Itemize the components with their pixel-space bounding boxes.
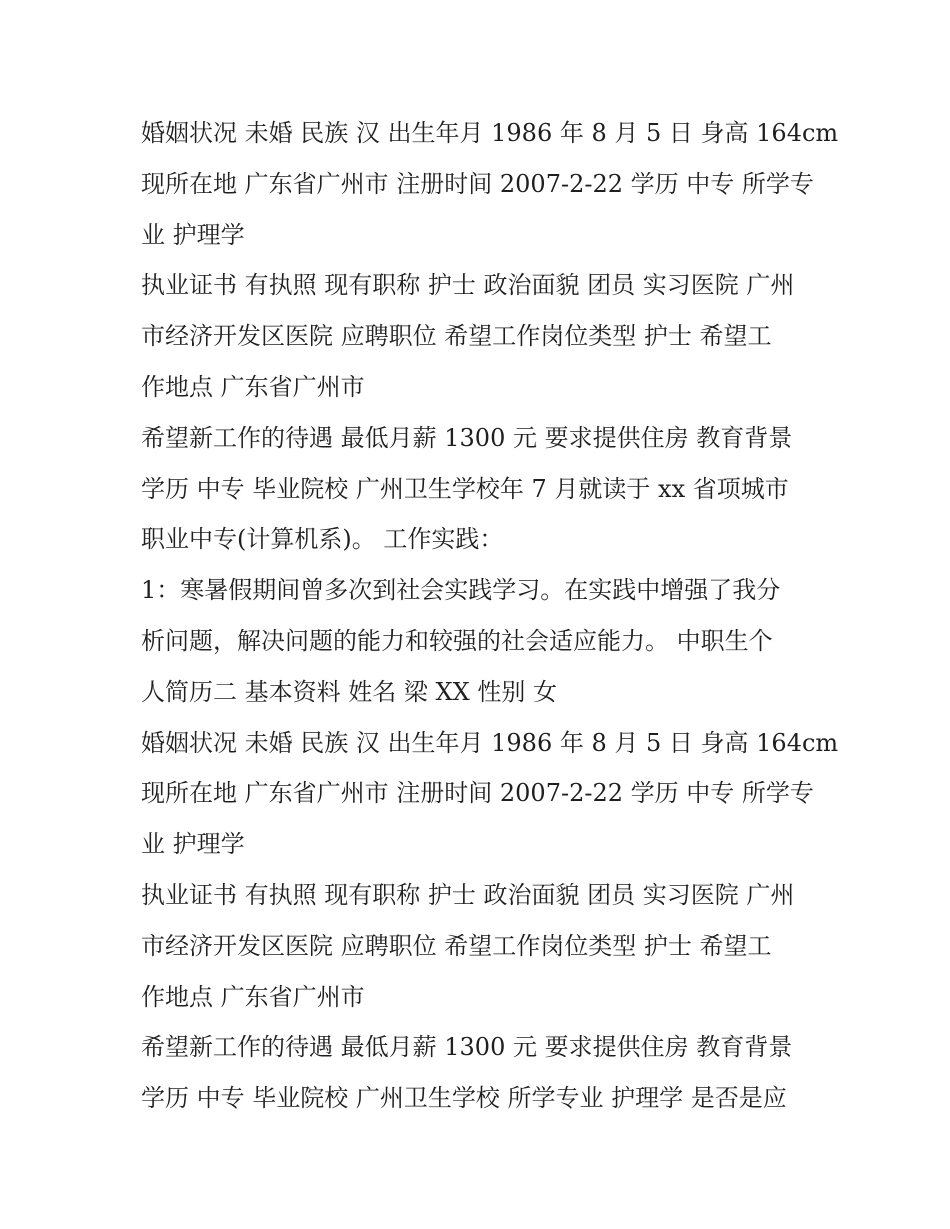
text-line: 职业中专(计算机系)。 工作实践： <box>141 525 504 554</box>
text-line: 析问题，解决问题的能力和较强的社会适应能力。 中职生个 <box>141 626 773 655</box>
text-line: 学历 中专 毕业院校 广州卫生学校年 7 月就读于 xx 省项城市 <box>141 474 789 503</box>
text-line: 现所在地 广东省广州市 注册时间 2007-2-22 学历 中专 所学专 <box>141 779 814 808</box>
document-body <box>141 108 839 1124</box>
text-line: 市经济开发区医院 应聘职位 希望工作岗位类型 护士 希望工 <box>141 931 772 960</box>
text-line: 学历 中专 毕业院校 广州卫生学校 所学专业 护理学 是否是应 <box>141 1084 787 1113</box>
text-line: 希望新工作的待遇 最低月薪 1300 元 要求提供住房 教育背景 <box>141 423 793 452</box>
text-line: 业 护理学 <box>141 830 245 859</box>
text-line: 执业证书 有执照 现有职称 护士 政治面貌 团员 实习医院 广州 <box>141 271 795 300</box>
text-line: 作地点 广东省广州市 <box>141 372 365 401</box>
text-line: 人简历二 基本资料 姓名 梁 XX 性别 女 <box>141 677 557 706</box>
text-line: 业 护理学 <box>141 220 245 249</box>
text-line: 市经济开发区医院 应聘职位 希望工作岗位类型 护士 希望工 <box>141 322 772 351</box>
text-line: 婚姻状况 未婚 民族 汉 出生年月 1986 年 8 月 5 日 身高 164cm <box>141 119 839 147</box>
text-line: 1：寒暑假期间曾多次到社会实践学习。在实践中增强了我分 <box>141 576 781 605</box>
text-line: 希望新工作的待遇 最低月薪 1300 元 要求提供住房 教育背景 <box>141 1033 793 1062</box>
text-line: 婚姻状况 未婚 民族 汉 出生年月 1986 年 8 月 5 日 身高 164cm <box>141 728 839 757</box>
text-line: 执业证书 有执照 现有职称 护士 政治面貌 团员 实习医院 广州 <box>141 880 795 909</box>
text-line: 现所在地 广东省广州市 注册时间 2007-2-22 学历 中专 所学专 <box>141 169 814 198</box>
text-line: 作地点 广东省广州市 <box>141 982 365 1011</box>
